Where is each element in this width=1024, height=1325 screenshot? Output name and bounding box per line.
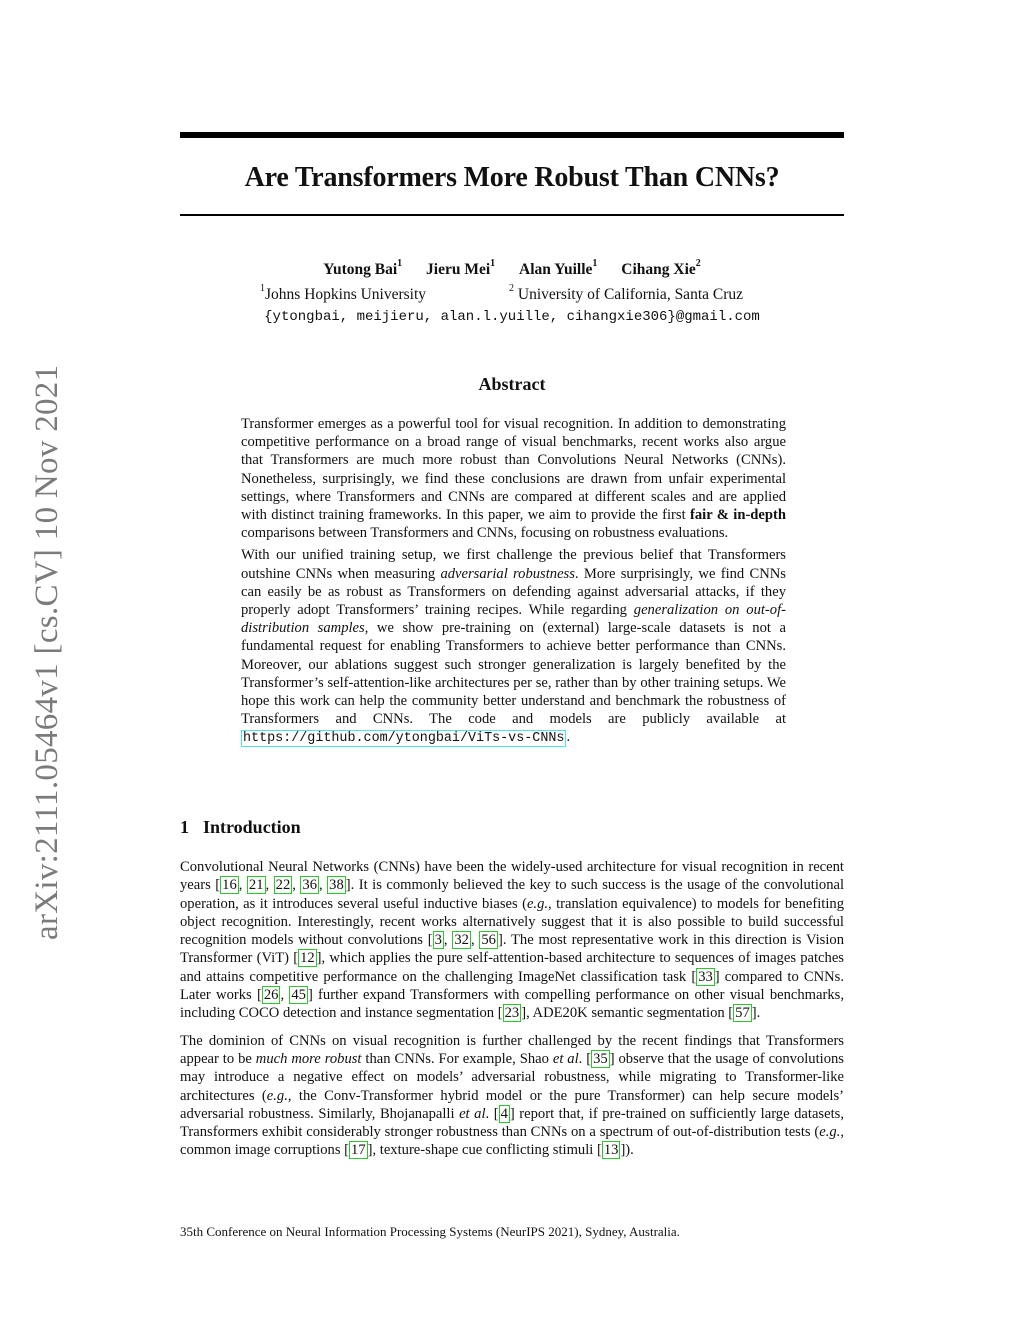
author: Cihang Xie$^2$: [621, 258, 701, 278]
author: Yutong Bai$^1$: [323, 258, 403, 278]
citation-link[interactable]: 26: [263, 987, 279, 1004]
affiliation: $^1$Johns Hopkins University: [260, 283, 427, 303]
introduction-body: [180, 858, 844, 1169]
citation-link[interactable]: 36: [302, 877, 317, 894]
citation-link[interactable]: 16: [222, 877, 237, 894]
abstract-body: [241, 415, 786, 753]
citation-link[interactable]: 32: [454, 932, 469, 949]
paper-title: Are Transformers More Robust Than CNNs?: [244, 162, 780, 193]
citation-link[interactable]: 56: [481, 932, 496, 949]
citation-link[interactable]: 35: [593, 1050, 608, 1067]
abstract-paragraph: With our unified training setup, we first challenge the previous belief that Transformers outshine CNNs when measuring adversarial robustness. More surprisingly, we find CNNs can easily be as robust as Transformers on defending against adversarial attacks, if they properly adopt Transformers’ training recipes. While regarding generalization on out-of-distribution samples, we show pre-training on (external) large-scale datasets is not a fundamental request for enabling Transformers to achieve better performance than CNNs. Moreover, our ablations suggest such stronger generalization is largely benefited by the Transformer’s self-attention-like architectures per se, rather than by other training setups. We hope this work can help the community better understand and benchmark the robustness of Transformers and CNNs. The code and models are publicly available at https://github.com/ytongbai/ViTs-vs-CNNs .: [241, 547, 786, 747]
author: Jieru Mei$^1$: [426, 258, 496, 278]
title-rule: [180, 214, 844, 216]
citation-link[interactable]: 45: [291, 987, 306, 1004]
author: Alan Yuille$^1$: [519, 258, 598, 278]
citation-link[interactable]: 38: [329, 877, 344, 894]
citation-link[interactable]: 4: [500, 1105, 508, 1122]
author-emails: {ytongbai, meijieru, alan.l.yuille, cihangxie306}@gmail.com: [264, 309, 760, 325]
citation-link[interactable]: 23: [504, 1005, 520, 1022]
citation-link[interactable]: 17: [351, 1142, 366, 1159]
abstract-heading: Abstract: [478, 374, 546, 394]
arxiv-identifier: arXiv:2111.05464v1 [cs.CV] 10 Nov 2021: [29, 364, 65, 940]
citation-link[interactable]: 33: [698, 968, 713, 985]
abstract-paragraph: Transformer emerges as a powerful tool for visual recognition. In addition to demonstrating competitive performance on a broad range of visual benchmarks, recent works also argue that Transformers are much more robust than Convolutions Neural Networks (CNNs). Nonetheless, surprisingly, we find these conclusions are drawn from unfair experimental settings, where Transformers and CNNs are compared at different scales and are applied with distinct training frameworks. In this paper, we aim to provide the first fair & in-depth comparisons between Transformers and CNNs, focusing on robustness evaluations.: [241, 416, 786, 542]
citation-link[interactable]: 3: [434, 932, 442, 949]
conference-footnote: 35th Conference on Neural Information Processing Systems (NeurIPS 2021), Sydney, Australia.: [180, 1224, 680, 1239]
affiliation: $^2$ University of California, Santa Cruz: [509, 283, 744, 303]
code-url-link[interactable]: https://github.com/ytongbai/ViTs-vs-CNNs: [243, 731, 565, 747]
top-rule: [180, 132, 844, 138]
citation-link[interactable]: 57: [735, 1005, 750, 1022]
citation-link[interactable]: 22: [275, 877, 291, 894]
intro-paragraph: The dominion of CNNs on visual recognition is further challenged by the recent findings that Transformers appear to be much more robust than CNNs. For example, Shao et al. [ 35 ] observe that the usage of convolutions may introduce a negative effect on models’ adversarial robustness, while migrating to Transformer-like architectures (e.g., the Conv-Transformer hybrid model or the pure Transformer) can help secure models’ adversarial robustness. Similarly, Bhojanapalli et al. [ 4 ] report that, if pre-trained on sufficiently large datasets, Transformers exhibit considerably stronger robustness than CNNs on a spectrum of out-of-distribution tests (e.g., common image corruptions [ 17 ], texture-shape cue conflicting stimuli [ 13 ]).: [180, 1032, 844, 1159]
section-heading: 1 Introduction: [180, 817, 301, 837]
citation-link[interactable]: 13: [603, 1142, 619, 1159]
intro-paragraph: Convolutional Neural Networks (CNNs) have been the widely-used architecture for visual recognition in recent years [ 16 , 21 , 22 , 36 , 38 ]. It is commonly believed the key to such success is the usage of the convolutional operation, as it introduces several useful inductive biases (e.g., translation equivalence) to models for benefiting object recognition. Interestingly, recent works alternatively suggest that it is also possible to build successful recognition models without convolutions [ 3 , 32 , 56 ]. The most representative work in this direction is Vision Transformer (ViT) [ 12 ], which applies the pure self-attention-based architecture to sequences of images patches and attains competitive performance on the challenging ImageNet classification task [ 33 ] compared to CNNs. Later works [ 26 , 45 ] further expand Transformers with compelling performance on other visual benchmarks, including COCO detection and instance segmentation [ 23 ], ADE20K semantic segmentation [ 57 ].: [180, 859, 845, 1022]
citation-link[interactable]: 21: [248, 877, 264, 894]
author-list: [180, 258, 844, 279]
citation-link[interactable]: 12: [300, 950, 315, 967]
